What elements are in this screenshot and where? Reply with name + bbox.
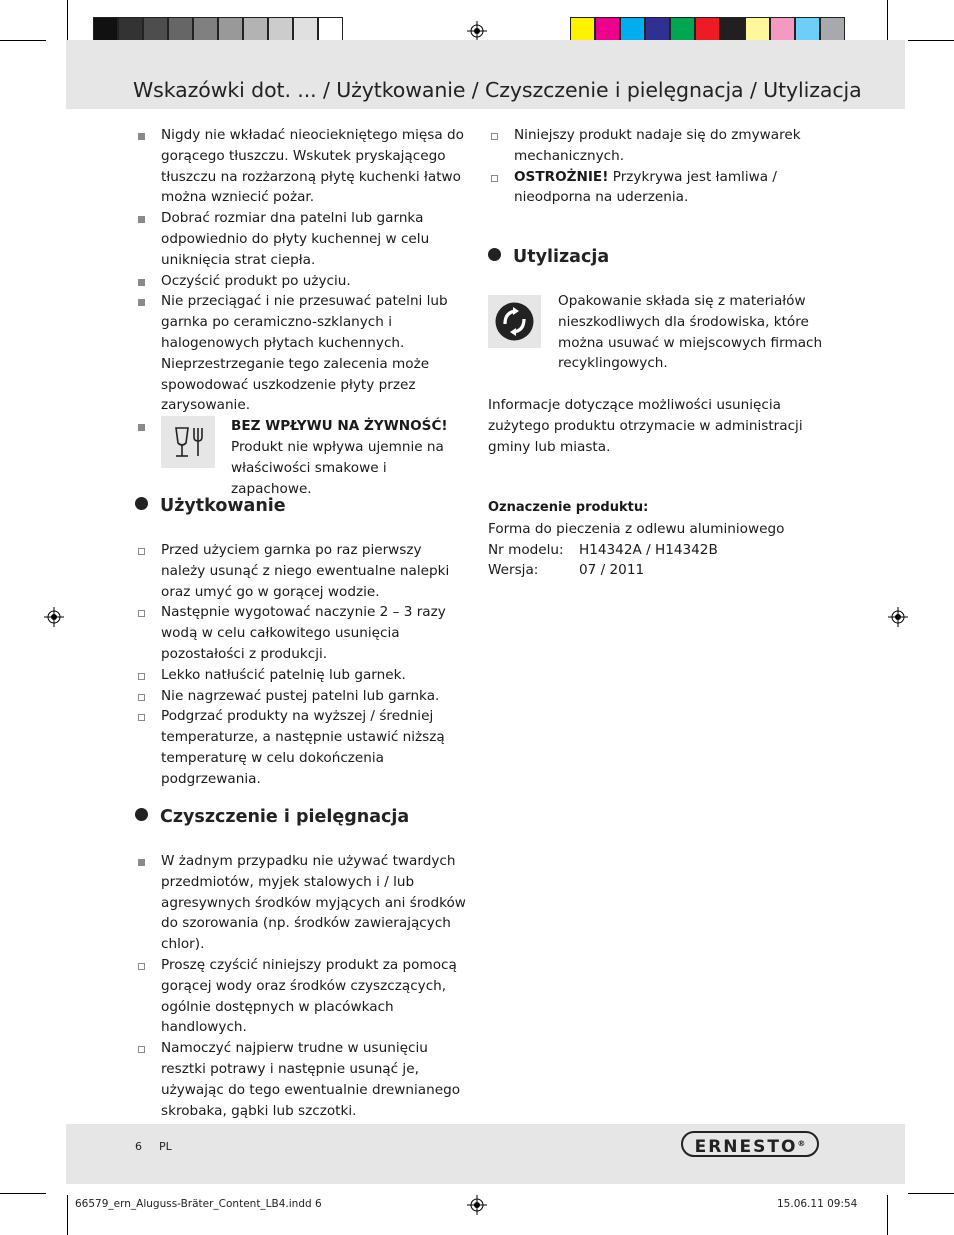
recycling-text: Opakowanie składa się z materiałów nieszkodliwych dla środowiska, które można usuwać w miejscowych firmach recyklingowych. [558, 293, 823, 372]
version-row [488, 560, 828, 581]
disposal-info: Informacje dotyczące możliwości usunięcia zużytego produktu otrzymacie w administracji gminy lub miasta. [488, 397, 803, 455]
food-safe-title: BEZ WPŁYWU NA ŻYWNOŚĆ! [231, 418, 448, 435]
language-code: PL [159, 1140, 172, 1153]
list-item: Następnie wygotować naczynie 2 – 3 razy wodą w celu całkowitego usunięcia pozostałości z produkcji. [135, 602, 470, 664]
list-item: Dobrać rozmiar dna patelni lub garnka odpowiednio do płyty kuchennej w celu uniknięcia strat ciepła. [135, 208, 470, 270]
list-item: Proszę czyścić niniejszy produkt za pomocą gorącej wody oraz środków czyszczących, ogólnie dostępnych w placówkach handlowych. [135, 955, 470, 1038]
safety-list [135, 125, 470, 499]
list-item: Nie nagrzewać pustej patelni lub garnka. [135, 686, 470, 707]
model-row [488, 540, 828, 561]
bullet-dot-icon [135, 808, 148, 821]
glass-fork-icon [161, 416, 215, 468]
page-number: 6 [135, 1140, 142, 1153]
registration-mark-icon [44, 607, 64, 627]
bullet-dot-icon [135, 497, 148, 510]
green-dot-recycling-icon [488, 295, 541, 348]
list-item: Podgrzać produkty na wyższej / średniej temperaturze, a następnie ustawić niższą temperaturę w celu dokończenia podgrzewania. [135, 706, 470, 789]
food-safe-item [135, 416, 470, 499]
slug-date: 15.06.11 09:54 [777, 1198, 858, 1210]
bullet-dot-icon [488, 248, 501, 261]
version-label: Wersja: [488, 562, 539, 579]
product-label: Oznaczenie produktu: [488, 500, 649, 515]
food-safe-text: Produkt nie wpływa ujemnie na właściwości smakowe i zapachowe. [231, 438, 444, 497]
list-item: Nigdy nie wkładać nieociekniętego mięsa do gorącego tłuszczu. Wskutek pryskającego tłuszczu na rozżarzoną płytę kuchenki łatwo można wzniecić pożar. [135, 125, 470, 208]
registration-mark-icon [888, 607, 908, 627]
caution-text: Przykrywa jest łamliwa / nieodporna na uderzenia. [514, 168, 777, 206]
list-item: Nie przeciągać i nie przesuwać patelni lub garnka po ceramiczno-szklanych i halogenowych płytach kuchennych. Nieprzestrzeganie tego zalecenia może spowodować uszkodzenie płyty przez zarysowanie. [135, 291, 470, 416]
page-title: Wskazówki dot. ... / Użytkowanie / Czyszczenie i pielęgnacja / Utylizacja [133, 78, 862, 102]
cleaning-list-continued [488, 125, 823, 208]
caution-label: OSTROŻNIE! [514, 168, 609, 185]
product-info [488, 498, 828, 581]
registration-mark-icon [467, 1195, 487, 1215]
product-name: Forma do pieczenia z odlewu aluminiowego [488, 520, 785, 537]
brand-logo: ERNESTO® [681, 1131, 819, 1157]
usage-heading: Użytkowanie [135, 496, 286, 516]
model-value: H14342A / H14342B [579, 541, 718, 558]
usage-list [135, 540, 470, 790]
list-item: Lekko natłuścić patelnię lub garnek. [135, 665, 470, 686]
recycling-icon-box [488, 295, 541, 348]
list-item: Niniejszy produkt nadaje się do zmywarek mechanicznych. [488, 125, 823, 167]
model-label: Nr modelu: [488, 541, 564, 558]
registration-mark-icon [467, 21, 487, 41]
version-value: 07 / 2011 [579, 562, 645, 579]
cleaning-heading: Czyszczenie i pielęgnacja [135, 807, 409, 827]
list-item: W żadnym przypadku nie używać twardych przedmiotów, myjek stalowych i / lub agresywnych środków myjących ani środków do szorowania (np. środków zawierających chlor). [135, 851, 470, 955]
food-safe-icon-box [161, 416, 215, 468]
cleaning-list [135, 851, 470, 1121]
list-item: Namoczyć najpierw trudne w usunięciu resztki potrawy i następnie usunąć je, używając do tego ewentualnie drewnianego skrobaka, gąbki lub szczotki. [135, 1038, 470, 1121]
disposal-heading: Utylizacja [488, 247, 609, 267]
slug-filename: 66579_ern_Aluguss-Bräter_Content_LB4.indd 6 [75, 1198, 322, 1210]
list-item: Przed użyciem garnka po raz pierwszy należy usunąć z niego ewentualne nalepki oraz umyć go w gorącej wodzie. [135, 540, 470, 602]
list-item: Oczyścić produkt po użyciu. [135, 271, 470, 292]
list-item [488, 167, 823, 209]
